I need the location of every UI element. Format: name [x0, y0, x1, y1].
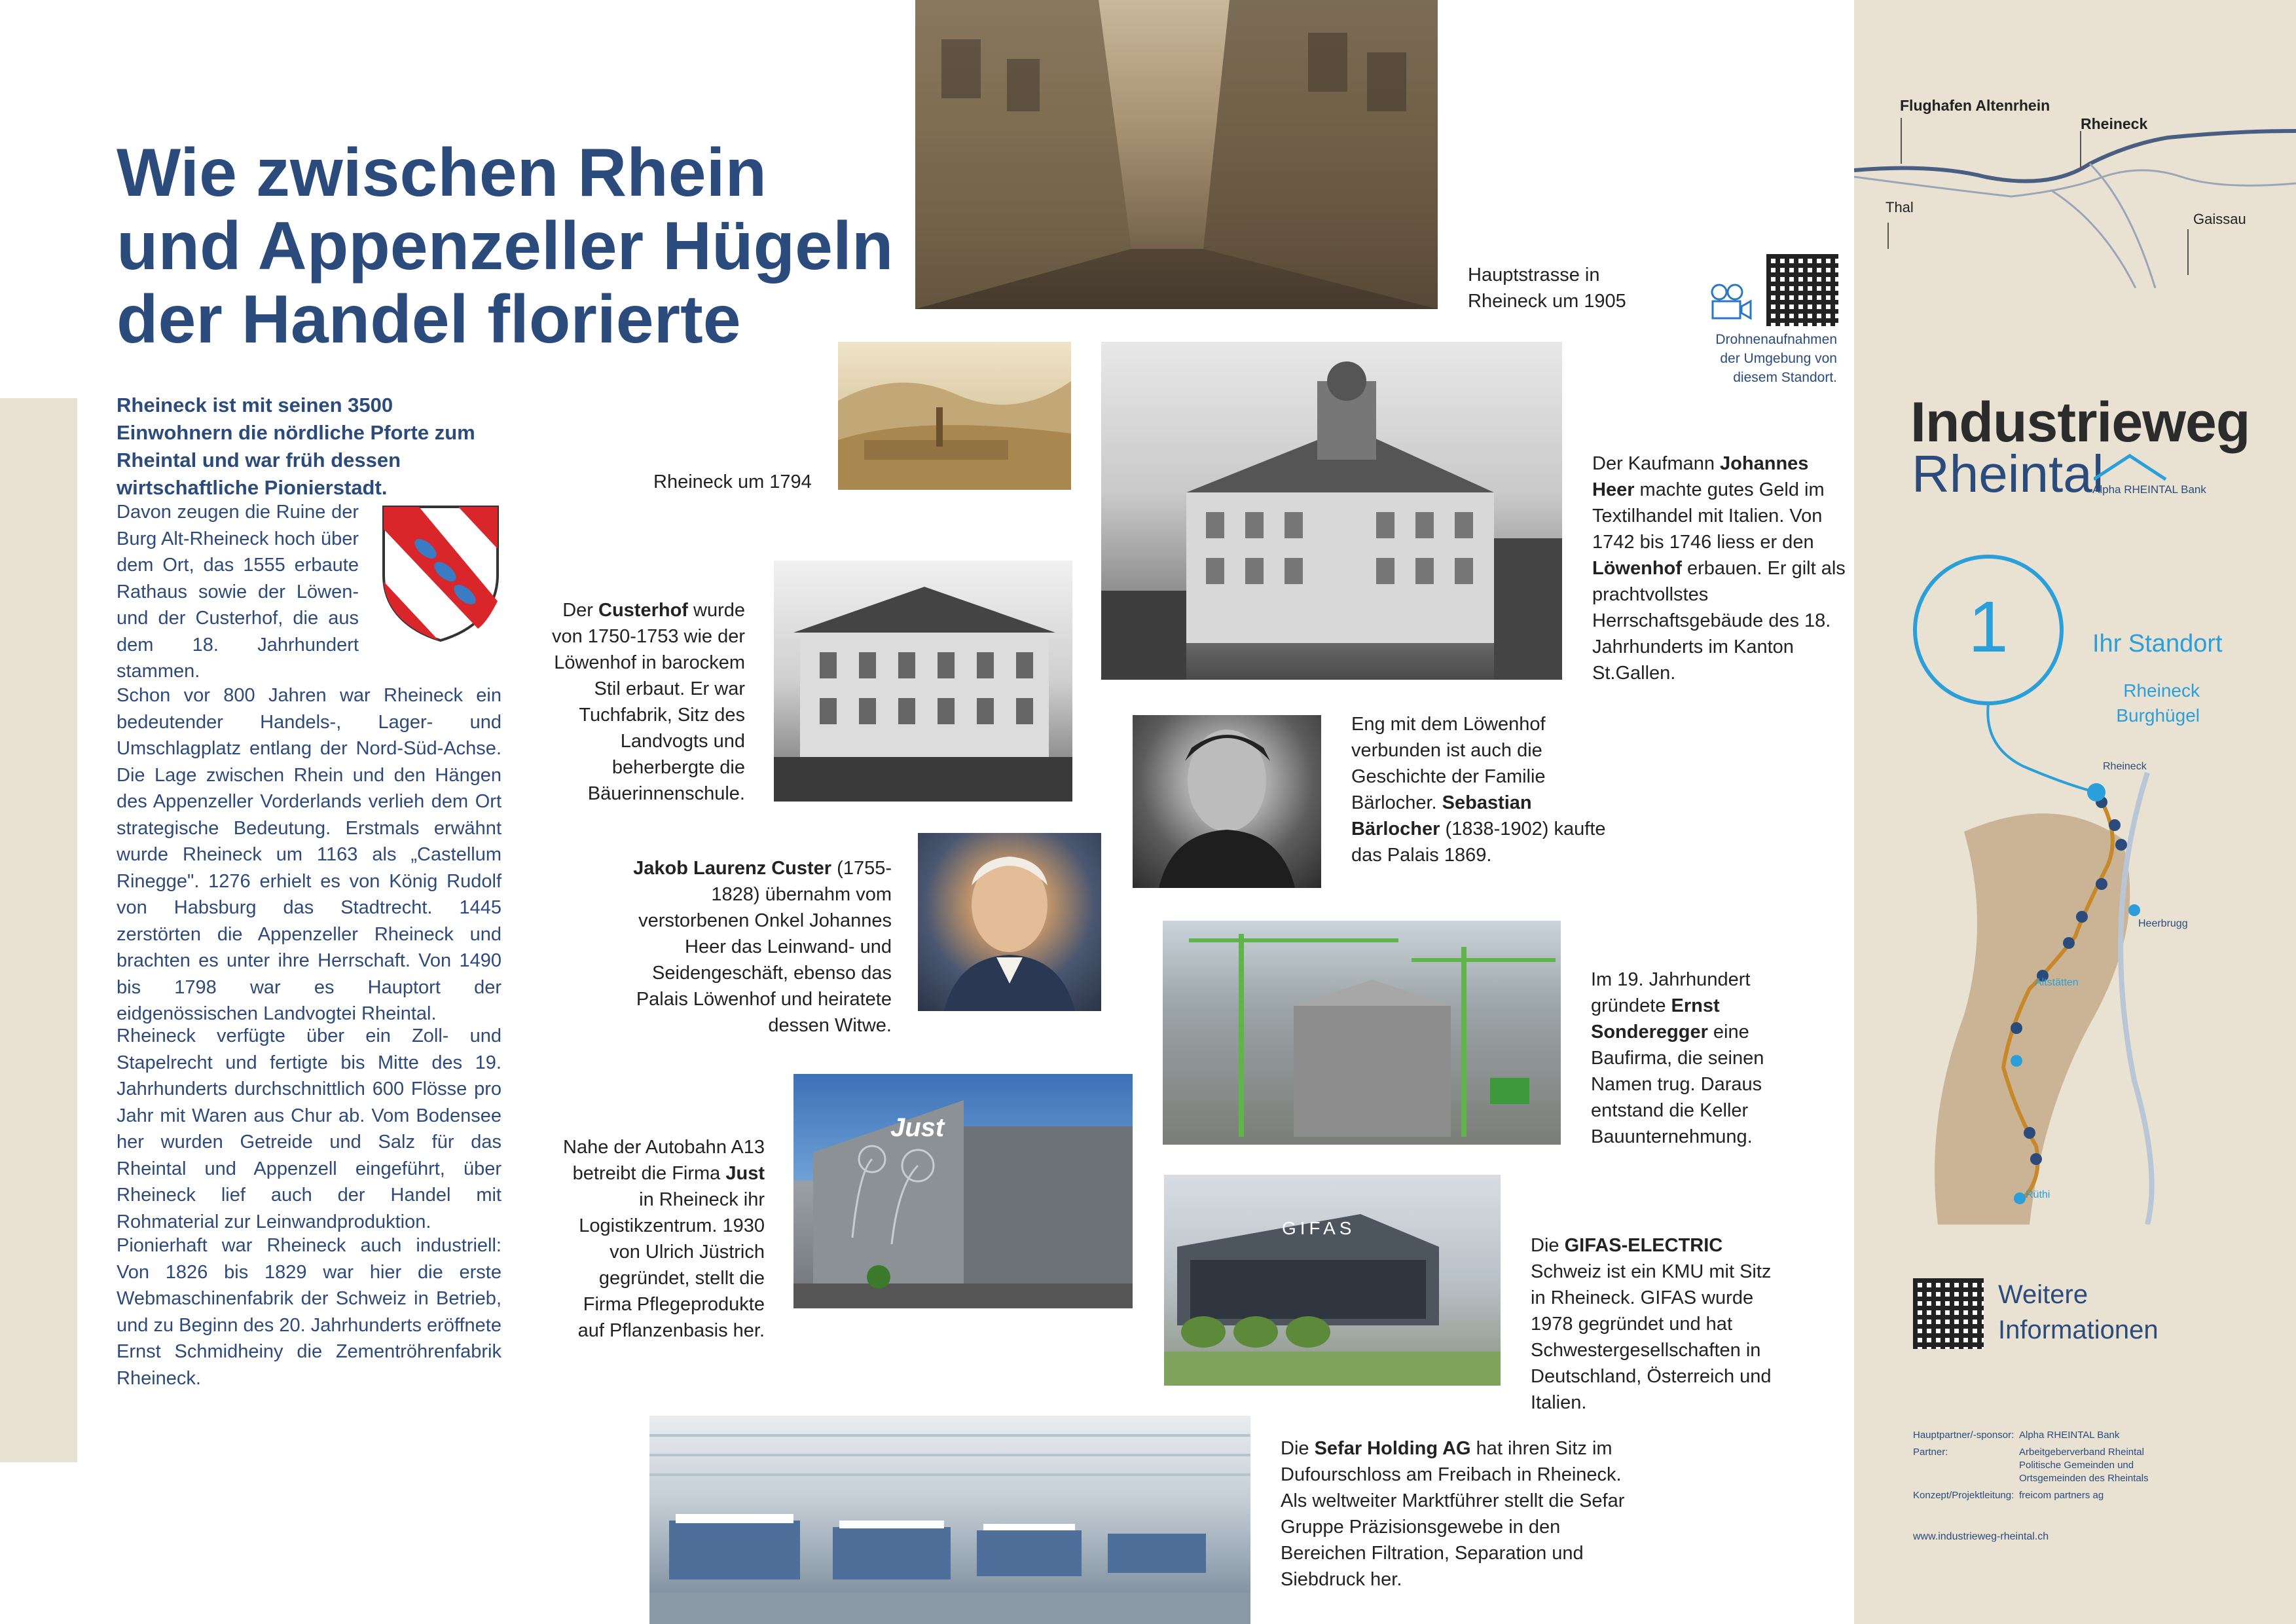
coat-of-arms-icon [380, 503, 501, 644]
caption-just: Nahe der Autobahn A13 betreibt die Firma Just in Rheineck ihr Logistikzentrum. 1930 von Ulrich Jüstrich gegründet, stellt die Firma Pflegeprodukte auf Pflanzenbasis her. [563, 1137, 765, 1341]
video-camera-icon [1710, 283, 1753, 322]
caption-baerlocher: Eng mit dem Löwenhof verbunden ist auch die Geschichte der Familie Bärlocher. Sebastian Bärlocher (1838-1902) kaufte das Palais 1869. [1351, 714, 1606, 866]
photo-construction-site [1163, 921, 1561, 1145]
qr-code-drone[interactable] [1766, 254, 1838, 326]
map-label-rheineck: Rheineck [2081, 115, 2148, 132]
credit-row: Konzept/Projektleitung: freicom partners ag [1913, 1490, 2104, 1501]
caption-custer: Jakob Laurenz Custer (1755-1828) übernahm vom verstorbenen Onkel Johannes Heer das Leinwand- und Seidengeschäft, ebenso das Palais Löwenhof und heiratete dessen Witwe. [633, 858, 892, 1036]
standort-place: Rheineck Burghügel [2116, 680, 2200, 726]
gifas-logo-text: GIFAS [1282, 1218, 1356, 1238]
overview-map [1854, 92, 2296, 288]
qr-code-more-info[interactable] [1913, 1278, 1984, 1349]
more-info-label: Weitere Informationen [1998, 1280, 2159, 1344]
map-label-thal: Thal [1886, 199, 1914, 215]
photo-gifas-building [1164, 1175, 1501, 1386]
bank-sponsor-label: Alpha RHEINTAL Bank [2092, 483, 2206, 496]
drone-note: Drohnenaufnahmen der Umgebung von diesem Standort. [1715, 332, 1837, 385]
brand-subtitle: Rheintal [1912, 445, 2104, 503]
paragraph-history-4: Pionierhaft war Rheineck auch industriell: Von 1826 bis 1829 war hier die erste Webmaschinenfabrik der Schweiz in Betrieb, und zu Beginn des 20. Jahrhunderts eröffnete Ernst Schmidheiny die Zementröhrenfabrik Rheineck. [117, 1235, 501, 1389]
left-accent-band [0, 398, 77, 1462]
map-label-gaissau: Gaissau [2193, 211, 2246, 227]
caption-hauptstrasse: Hauptstrasse in Rheineck um 1905 [1468, 265, 1626, 312]
caption-custerhof: Der Custerhof wurde von 1750-1753 wie der Löwenhof in barockem Stil erbaut. Er war Tuchfabrik, Sitz des Landvogts und beherbergte die Bäuerinnenschule. [551, 600, 745, 804]
credit-row: Partner: Arbeitgeberverband Rheintal Politische Gemeinden und Ortsgemeinden des Rheintals [1913, 1447, 2149, 1484]
standort-number: 1 [1968, 587, 2009, 667]
route-label-ruethi: Rüthi [2026, 1189, 2050, 1200]
map-label-flughafen: Flughafen Altenrhein [1900, 97, 2050, 114]
photo-hauptstrasse-1905 [915, 0, 1438, 309]
caption-gifas: Die GIFAS-ELECTRIC Schweiz ist ein KMU mit Sitz in Rheineck. GIFAS wurde 1978 gegründet und hat Schwestergesellschaften in Deutschland, Österreich und Italien. [1531, 1235, 1772, 1413]
photo-sefar-weaving-hall [649, 1416, 1250, 1624]
route-relief-map [1886, 753, 2226, 1225]
caption-heer: Der Kaufmann Johannes Heer machte gutes Geld im Textilhandel mit Italien. Von 1742 bis 1746 liess er den Löwenhof erbauen. Er gilt als prachtvollstes Herrschaftsgebäude des 18. Jahrhunderts im Kanton St.Gallen. [1592, 453, 1846, 684]
photo-rheineck-1794 [838, 342, 1071, 490]
caption-sefar: Die Sefar Holding AG hat ihren Sitz im Dufourschloss am Freibach in Rheineck. Als weltweiter Marktführer stellt die Sefar Gruppe Präzisionsgewebe in den Bereichen Filtration, Separation und Siebdruck her. [1281, 1438, 1625, 1590]
route-label-heerbrugg: Heerbrugg [2138, 918, 2188, 929]
photo-baerlocher-portrait [1133, 715, 1321, 888]
route-label-rheineck: Rheineck [2103, 761, 2147, 772]
photo-custerhof [774, 561, 1072, 802]
photo-custer-portrait [918, 833, 1101, 1011]
bank-logo-icon [2094, 453, 2172, 486]
photo-loewenhof [1101, 342, 1562, 680]
standort-label: Ihr Standort [2092, 630, 2223, 657]
paragraph-history-1: Davon zeugen die Ruine der Burg Alt-Rheineck hoch über dem Ort, das 1555 erbaute Rathaus sowie der Löwen- und der Custerhof, die aus dem 18. Jahrhundert stammen. [117, 502, 359, 682]
route-label-altstaetten: Altstätten [2035, 977, 2079, 988]
paragraph-history-3: Rheineck verfügte über ein Zoll- und Stapelrecht und fertigte bis Mitte des 19. Jahrhunderts durchschnittlich 600 Flösse pro Jahr mit Waren aus Chur ab. Vom Bodensee her wurden Getreide und Salz für das Rheintal und Appenzell eingeführt, über Rheineck lief auch der Handel mit Rohmaterial zur Leinwandproduktion. [117, 1025, 501, 1232]
paragraph-history-2: Schon vor 800 Jahren war Rheineck ein bedeutender Handels-, Lager- und Umschlagplatz entlang der Nord-Süd-Achse. Die Lage zwischen Rhein und den Hängen des Appenzeller Vorderlands verlieh dem Ort strategische Bedeutung. Erstmals erwähnt wurde Rheineck um 1163 als „Castellum Rinegge". 1276 erhielt es von König Rudolf von Habsburg das Stadtrecht. 1445 zerstörten die Appenzeller Rheineck und brachten es unter ihre Herrschaft. Von 1490 bis 1798 war es Hauptort der eidgenössischen Landvogtei Rheintal. [117, 685, 501, 1024]
credits [1913, 1429, 2214, 1506]
intro-text: Rheineck ist mit seinen 3500 Einwohnern die nördliche Pforte zum Rheintal und war früh dessen wirtschaftliche Pionierstadt. [117, 394, 475, 499]
website-link[interactable]: www.industrieweg-rheintal.ch [1913, 1531, 2049, 1542]
brand-title: Industrieweg [1910, 391, 2250, 454]
just-logo-text: Just [890, 1113, 945, 1142]
page-title: Wie zwischen Rhein und Appenzeller Hügeln der Handel florierte [117, 135, 894, 358]
caption-sonderegger: Im 19. Jahrhundert gründete Ernst Sonderegger eine Baufirma, die seinen Namen trug. Daraus entstand die Keller Bauunternehmung. [1591, 969, 1764, 1147]
caption-rheineck-1794: Rheineck um 1794 [653, 471, 812, 492]
photo-just-logistics [793, 1074, 1133, 1308]
credit-row: Hauptpartner/-sponsor: Alpha RHEINTAL Bank [1913, 1430, 2120, 1441]
